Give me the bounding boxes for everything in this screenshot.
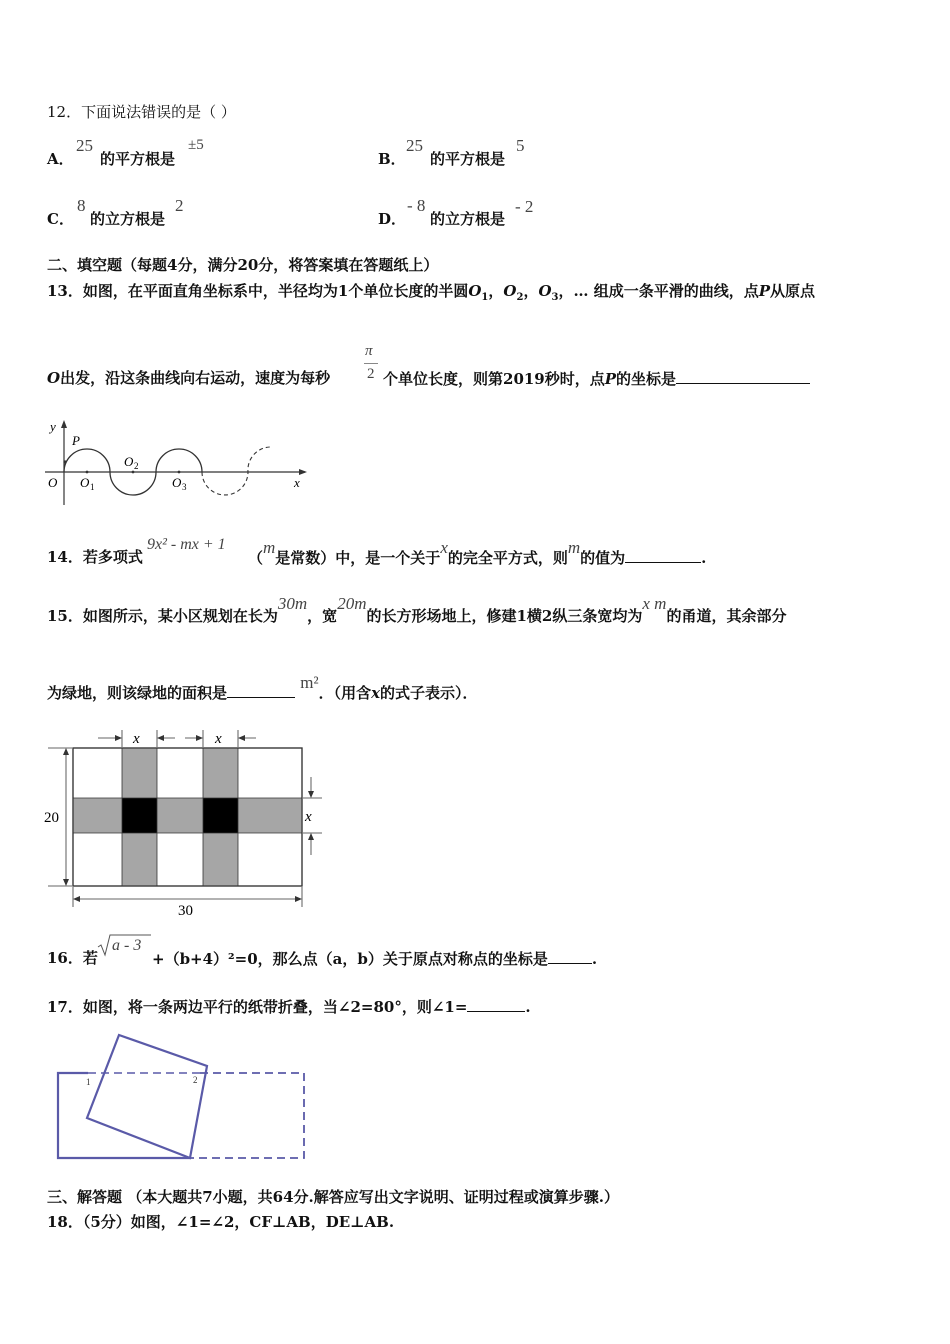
angle-2-label: 2 [193,1075,198,1085]
q12-option-d-label: D． [378,210,407,228]
point-o2 [132,471,135,474]
q16-text: +（b+4）²=0，那么点（a，b）关于原点对称点的坐标是 . [152,950,598,968]
q12-option-b-post: 5 [516,136,525,155]
q13-answer-blank[interactable] [676,369,810,384]
label-right-x: x [305,809,312,825]
q12-option-c-label: C． [47,210,74,228]
label-y: y [50,419,56,434]
label-o2: O [124,454,134,469]
q13-line-2b: 个单位长度，则第2019秒时，点P的坐标是 [383,369,810,388]
q17-answer-blank[interactable] [467,997,525,1012]
q12-option-b-text: 的平方根是 [430,150,506,168]
q13-fraction-numerator: π [365,343,373,359]
q12-option-b-pre: 25 [406,136,423,155]
q12-option-a-post: ±5 [188,137,204,153]
strip-solid-edge [58,1073,190,1158]
q12-option-a-pre: 25 [76,136,93,155]
intersection-1 [122,798,157,833]
label-x: x [294,475,300,490]
x-axis-arrow [299,469,307,475]
y-axis-arrow [61,420,67,428]
strip-dashed-edge [190,1073,304,1158]
q12-option-a-label: A． [47,150,74,168]
q12-option-b-label: B． [378,150,406,168]
q17-text: 17．如图，将一条两边平行的纸带折叠，当∠2=80°，则∠1= . [47,998,531,1016]
section-2-heading: 二、填空题（每题4分，满分20分，将答案填在答题纸上） [47,256,439,274]
q13-line-2a: O出发，沿这条曲线向右运动，速度为每秒 [47,369,331,387]
q15-rectangle-figure [40,725,330,920]
section-3-heading: 三、解答题 （本大题共7小题，共64分.解答应写出文字说明、证明过程或演算步骤.） [47,1188,619,1206]
label-bottom-30: 30 [178,903,193,919]
label-o3: O [172,475,182,490]
q12-option-a-text: 的平方根是 [100,150,176,168]
q16-radicand: a - 3 [112,937,142,954]
q15-line-2: 为绿地，则该绿地的面积是 m²．（用含x的式子表示）． [47,673,478,702]
q16-prefix: 16．若 [47,949,98,967]
label-o1-sub: 1 [90,482,95,492]
q16-answer-blank[interactable] [548,949,592,964]
q15-line-1: 15．如图所示，某小区规划在长为30m，宽20m的长方形场地上，修建1横2纵三条宽均为x m的甬道，其余部分 [47,594,787,625]
point-o3 [178,471,181,474]
label-o3-sub: 3 [182,482,187,492]
horizontal-road [73,798,302,833]
q14-polynomial: 9x² - mx + 1 [147,536,226,553]
q12-option-c-pre: 8 [77,196,86,215]
wave-curve-dashed [202,447,270,495]
q12-option-d-post: - 2 [515,197,534,216]
folded-part [87,1035,207,1158]
q13-fraction-denominator: 2 [367,366,375,382]
q13-line-1: 13．如图，在平面直角坐标系中，半径均为1个单位长度的半圆$O_1$，$O_2$，$O_3$，… 组成一条平滑的曲线，点P从原点 [47,282,816,303]
q14-prefix: 14．若多项式 [47,548,143,566]
label-o1: O [80,475,90,490]
label-left-20: 20 [44,810,59,826]
label-o: O [48,475,58,490]
q12-option-c-post: 2 [175,196,184,215]
q13-fraction-bar [364,363,378,364]
q12-stem: 12．下面说法错误的是（ ） [47,103,236,121]
q14-text: （m是常数）中，是一个关于x的完全平方式，则m的值为 . [248,538,707,567]
angle-1-label: 1 [86,1077,91,1087]
label-o2-sub: 2 [134,461,139,471]
point-o1 [86,471,89,474]
q18-text: 18．（5分）如图，∠1=∠2，CF⊥AB，DE⊥AB. [47,1213,395,1231]
intersection-2 [203,798,238,833]
label-p: P [72,433,80,448]
q12-option-d-pre: - 8 [407,196,426,215]
q17-folded-strip-figure [50,1030,315,1170]
q12-option-c-text: 的立方根是 [90,210,166,228]
q13-wave-figure [40,415,315,510]
q14-answer-blank[interactable] [625,548,701,563]
label-top-x1: x [133,731,140,747]
q12-option-d-text: 的立方根是 [430,210,506,228]
label-top-x2: x [215,731,222,747]
point-p [63,460,66,463]
q15-answer-blank[interactable] [227,683,295,698]
